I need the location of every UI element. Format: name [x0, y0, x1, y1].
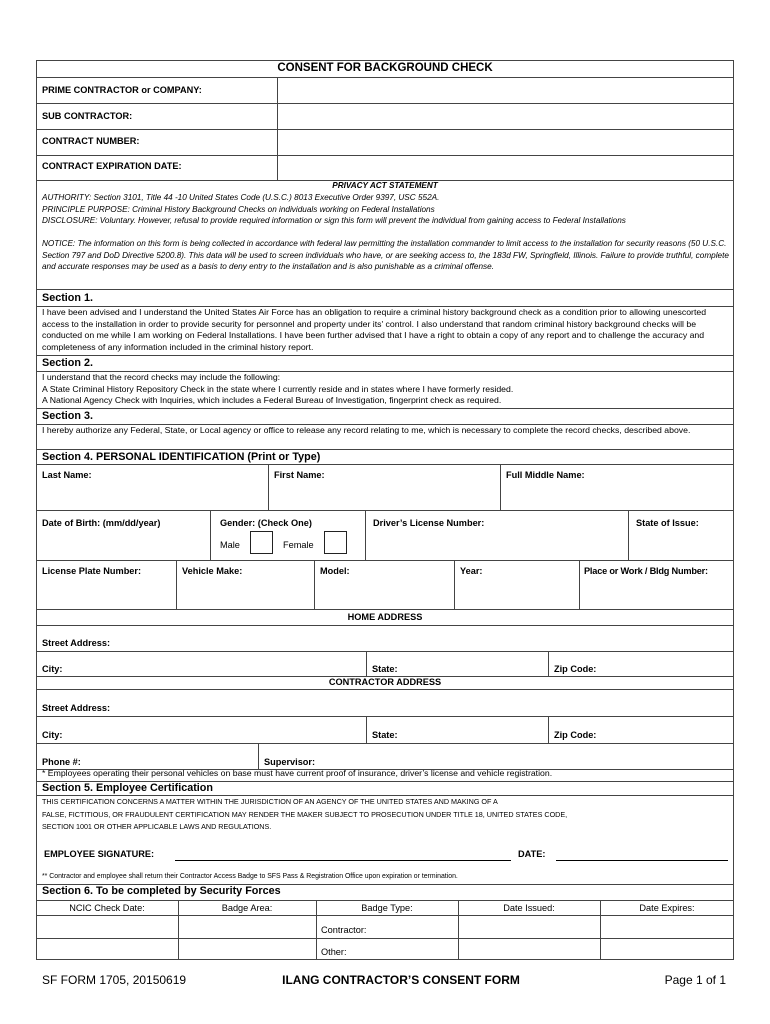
- home-state-field[interactable]: [367, 652, 547, 675]
- prime-contractor-label: PRIME CONTRACTOR or COMPANY:: [42, 85, 202, 95]
- male-label: Male: [220, 540, 240, 550]
- section6-heading: Section 6. To be completed by Security Forces: [42, 885, 281, 897]
- home-street-field[interactable]: [37, 626, 733, 650]
- section2-line1: I understand that the record checks may include the following:: [42, 372, 281, 382]
- make-field[interactable]: [177, 578, 313, 608]
- sub-contractor-field[interactable]: [278, 104, 733, 128]
- female-label: Female: [283, 540, 314, 550]
- date-expires-header: Date Expires:: [639, 903, 695, 913]
- sub-contractor-label: SUB CONTRACTOR:: [42, 111, 133, 121]
- state-of-issue-field[interactable]: [629, 530, 733, 559]
- phone-label: Phone #:: [42, 757, 81, 767]
- signature-date-line[interactable]: [556, 860, 728, 861]
- male-checkbox[interactable]: [250, 531, 273, 554]
- home-city-label: City:: [42, 664, 63, 674]
- make-label: Vehicle Make:: [182, 566, 243, 576]
- state-of-issue-label: State of Issue:: [636, 518, 699, 528]
- privacy-purpose: PRINCIPLE PURPOSE: Criminal History Background Checks on individuals working on Federal Installations: [42, 204, 435, 214]
- contractor-zip-label: Zip Code:: [554, 730, 597, 740]
- contractor-street-label: Street Address:: [42, 703, 111, 713]
- ncic-check-date-field[interactable]: [37, 916, 177, 959]
- contractor-zip-field[interactable]: [549, 717, 733, 742]
- employee-signature-line[interactable]: [175, 860, 511, 861]
- section5-heading: Section 5. Employee Certification: [42, 782, 213, 794]
- home-address-heading: HOME ADDRESS: [347, 612, 423, 622]
- cert-line1: THIS CERTIFICATION CONCERNS A MATTER WITHIN THE JURISDICTION OF AN AGENCY OF THE UNITED STATES AND MAKING OF A: [42, 797, 498, 806]
- plate-label: License Plate Number:: [42, 566, 142, 576]
- footer-form-id: SF FORM 1705, 20150619: [42, 973, 187, 987]
- first-name-field[interactable]: [269, 482, 499, 509]
- section1-heading: Section 1.: [42, 292, 94, 304]
- contractor-address-heading: CONTRACTOR ADDRESS: [328, 677, 442, 687]
- privacy-heading: PRIVACY ACT STATEMENT: [332, 181, 438, 190]
- model-field[interactable]: [315, 578, 453, 608]
- badge-type-other: Other:: [321, 947, 347, 957]
- year-label: Year:: [460, 566, 483, 576]
- phone-field[interactable]: [37, 744, 257, 768]
- gender-label: Gender: (Check One): [220, 518, 312, 528]
- contract-expiration-label: CONTRACT EXPIRATION DATE:: [42, 161, 182, 171]
- date-issued-header: Date Issued:: [503, 903, 555, 913]
- place-work-field[interactable]: [580, 578, 733, 608]
- section3-heading: Section 3.: [42, 410, 94, 422]
- badge-type-header: Badge Type:: [361, 903, 413, 913]
- first-name-label: First Name:: [274, 470, 325, 480]
- contractor-state-field[interactable]: [367, 717, 547, 742]
- contractor-state-label: State:: [372, 730, 398, 740]
- badge-type-contractor: Contractor:: [321, 925, 367, 935]
- date-expires-field[interactable]: [601, 916, 733, 959]
- middle-name-field[interactable]: [501, 482, 733, 509]
- badge-area-field[interactable]: [179, 916, 315, 959]
- section2-line2: A State Criminal History Repository Check in the state where I currently reside and in states where I have formerly resided.: [42, 383, 514, 394]
- section4-heading: Section 4. PERSONAL IDENTIFICATION (Print or Type): [42, 451, 321, 463]
- contract-number-field[interactable]: [278, 130, 733, 154]
- section1-text: I have been advised and I understand the United States Air Force has an obligation to require a criminal history background check as a condition prior to allowing unescorted access to the installation in order to provide security for personnel and property under its' control. I also understand that random criminal history background checks will be conducted on me while I am working on Federal Installations. I have been further advised that I have a right to obtain a copy of any report and to challenge the accuracy and completeness of any information included in the criminal history report.: [42, 307, 707, 352]
- badge-area-header: Badge Area:: [221, 903, 273, 913]
- badge-return-note: ** Contractor and employee shall return their Contractor Access Badge to SFS Pass & Registration Office upon expiration or termination.: [42, 873, 458, 880]
- dob-field[interactable]: [37, 530, 209, 559]
- female-checkbox[interactable]: [324, 531, 347, 554]
- prime-contractor-field[interactable]: [278, 78, 733, 102]
- section2-line3: A National Agency Check with Inquiries, which includes a Federal Bureau of Investigation, fingerprint check as required.: [42, 395, 502, 405]
- home-street-label: Street Address:: [42, 638, 111, 648]
- dl-number-field[interactable]: [366, 530, 627, 559]
- dob-label: Date of Birth: (mm/dd/year): [42, 518, 161, 528]
- last-name-field[interactable]: [37, 482, 267, 509]
- form-title: CONSENT FOR BACKGROUND CHECK: [277, 62, 493, 74]
- footer-page-number: Page 1 of 1: [664, 973, 726, 987]
- dl-number-label: Driver’s License Number:: [373, 518, 485, 528]
- plate-field[interactable]: [37, 578, 175, 608]
- last-name-label: Last Name:: [42, 470, 92, 480]
- supervisor-label: Supervisor:: [264, 757, 316, 767]
- home-city-field[interactable]: [37, 652, 365, 675]
- section3-text: I hereby authorize any Federal, State, or Local agency or office to release any record relating to me, which is necessary to complete the record checks, described above.: [42, 425, 691, 435]
- contractor-city-field[interactable]: [37, 717, 365, 742]
- privacy-authority: AUTHORITY: Section 3101, Title 44 -10 United States Code (U.S.C.) 8013 Executive Order 9397, USC 552A.: [42, 193, 440, 202]
- year-field[interactable]: [455, 578, 578, 608]
- home-state-label: State:: [372, 664, 398, 674]
- place-work-label: Place or Work / Bldg Number:: [584, 566, 708, 576]
- home-zip-label: Zip Code:: [554, 664, 597, 674]
- cert-line3: SECTION 1001 OR OTHER APPLICABLE LAWS AND REGULATIONS.: [42, 822, 272, 831]
- privacy-notice: NOTICE: The information on this form is being collected in accordance with federal law permitting the installation commander to limit access to the installation for security reasons (50 U.S.C. Section 797 and DoD Directive 5200.8). This data will be used to screen individuals who have, or are seeking access to, the 183d FW, Springfield, Illinois. Failure to provide truthful, complete and accurate responses may be used as a basis to deny entry to the installation and is also punishable as a criminal offense.: [42, 239, 729, 271]
- privacy-disclosure: DISCLOSURE: Voluntary. However, refusal to provide required information or sign this form will prevent the individual from gaining access to Federal Installations: [42, 216, 626, 225]
- section2-heading: Section 2.: [42, 357, 94, 369]
- contract-expiration-field[interactable]: [278, 156, 733, 180]
- supervisor-field[interactable]: [259, 744, 733, 768]
- vehicle-note: * Employees operating their personal vehicles on base must have current proof of insurance, driver’s license and vehicle registration.: [42, 768, 553, 778]
- contract-number-label: CONTRACT NUMBER:: [42, 136, 140, 146]
- model-label: Model:: [320, 566, 350, 576]
- employee-signature-label: EMPLOYEE SIGNATURE:: [44, 849, 155, 859]
- date-issued-field[interactable]: [459, 916, 599, 959]
- contractor-city-label: City:: [42, 730, 63, 740]
- cert-line2: FALSE, FICTITIOUS, OR FRAUDULENT CERTIFICATION MAY RENDER THE MAKER SUBJECT TO PROSECUTION UNDER TITLE 18, UNITED STATES CODE,: [42, 810, 568, 819]
- middle-name-label: Full Middle Name:: [506, 470, 585, 480]
- ncic-check-date-header: NCIC Check Date:: [69, 903, 145, 913]
- home-zip-field[interactable]: [549, 652, 733, 675]
- contractor-street-field[interactable]: [37, 690, 733, 715]
- footer-title: ILANG CONTRACTOR’S CONSENT FORM: [282, 973, 520, 987]
- signature-date-label: DATE:: [518, 849, 546, 859]
